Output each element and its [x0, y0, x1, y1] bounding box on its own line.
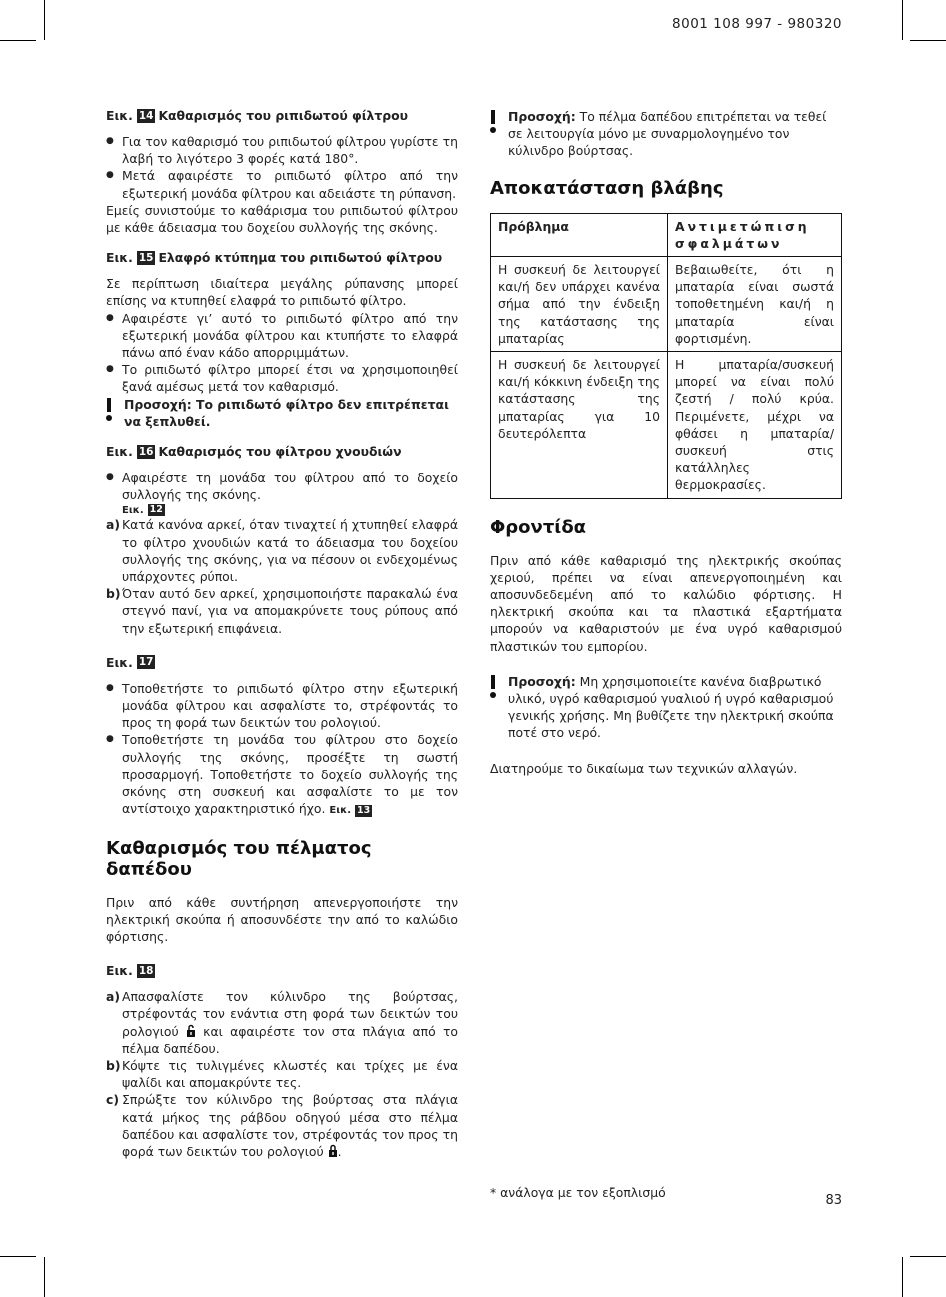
- figure-number-badge: 17: [138, 656, 154, 669]
- warning-note: Προσοχή: Το ριπιδωτό φίλτρο δεν επιτρέπεται να ξεπλυθεί.: [106, 396, 458, 430]
- figure-number-badge: 13: [357, 805, 371, 817]
- figure-number-badge: 12: [149, 504, 163, 516]
- bullet-item: ● Αφαιρέστε τη μονάδα του φίλτρου από το δοχείο συλλογής της σκόνης.: [106, 469, 458, 503]
- paragraph: Πριν από κάθε συντήρηση απενεργοποιήστε την ηλεκτρική σκούπα ή αποσυνδέστε την από το καλώδιο φόρτισης.: [106, 894, 458, 944]
- table-row: [491, 352, 842, 499]
- section-heading: Αποκατάσταση βλάβης: [490, 177, 724, 199]
- section-heading: Καθαρισμός του πέλματος δαπέδου: [106, 837, 372, 880]
- table-cell-remedy: Βεβαιωθείτε, ότι η μπαταρία είναι σωστά τοποθετημένη και/ή η μπαταρία είναι φορτισμένη.: [668, 257, 842, 352]
- list-item: c) Σπρώξτε τον κύλινδρο της βούρτσας στα πλάγια κατά μήκος της ράβδου οδηγού μέσα στο πέλμα δαπέδου και ασφαλίστε τον, στρέφοντάς τον προς τη φορά των δεικτών του ρολογιού .: [106, 1092, 458, 1159]
- crop-mark: [44, 1257, 45, 1297]
- list-item: b) Όταν αυτό δεν αρκεί, χρησιμοποιήστε παρακαλώ ένα στεγνό πανί, για να απομακρύνετε τους ρύπους από την εξωτερική επιφάνεια.: [106, 586, 458, 636]
- table-cell-remedy: Η μπαταρία/συσκευή μπορεί να είναι πολύ ζεστή / πολύ κρύα. Περιμένετε, μέχρι να φθάσει η μπαταρία/συσκευή στις κατάλληλες θερμοκρασίες.: [668, 352, 842, 499]
- figure-number-badge: 16: [138, 445, 154, 458]
- warning-icon: [106, 398, 114, 421]
- lock-open-icon: [186, 1024, 196, 1038]
- section-heading: Φροντίδα: [490, 516, 587, 538]
- bullet-item: ● Για τον καθαρισμό του ριπιδωτού φίλτρου γυρίστε τη λαβή το λιγότερο 3 φορές κατά 180°.: [106, 133, 458, 167]
- crop-mark: [902, 0, 903, 40]
- crop-mark: [0, 1256, 36, 1257]
- rights-note: Διατηρούμε το δικαίωμα των τεχνικών αλλαγών.: [490, 760, 798, 776]
- troubleshooting-table: [490, 213, 842, 499]
- footnote: * ανάλογα με τον εξοπλισμό: [490, 1185, 666, 1200]
- lock-closed-icon: [328, 1144, 338, 1158]
- crop-mark: [902, 1257, 903, 1297]
- column-header-remedy: Αντιμετώπιση σφαλμάτων: [668, 213, 842, 256]
- figure-number-badge: 15: [138, 251, 154, 264]
- list-item: b) Κόψτε τις τυλιγμένες κλωστές και τρίχες με ένα ψαλίδι και απομακρύντε τες.: [106, 1057, 458, 1091]
- warning-icon: [490, 675, 498, 698]
- document-number: 8001 108 997 - 980320: [672, 16, 842, 32]
- figure-heading-14: Εικ. 14 Καθαρισμός του ριπιδωτού φίλτρου: [106, 108, 409, 123]
- figure-heading-17: Εικ. 17: [106, 654, 154, 670]
- column-header-problem: Πρόβλημα: [491, 213, 668, 256]
- paragraph: Εμείς συνιστούμε το καθάρισμα του ριπιδωτού φίλτρου με κάθε άδειασμα του δοχείου συλλογής της σκόνης.: [106, 202, 458, 236]
- left-column: [106, 108, 458, 1160]
- figure-heading-18: Εικ. 18: [106, 963, 154, 979]
- crop-mark: [0, 40, 36, 41]
- table-cell-problem: Η συσκευή δε λειτουργεί και/ή κόκκινη ένδειξη της κατάστασης της μπαταρίας για 10 δευτερόλεπτα: [491, 352, 668, 499]
- bullet-item: ● Αφαιρέστε γι’ αυτό το ριπιδωτό φίλτρο από την εξωτερική μονάδα φίλτρου και κτυπήστε το ελαφρά πάνω από έναν κάδο απορριμμάτων.: [106, 310, 458, 362]
- crop-mark: [44, 0, 45, 40]
- list-item: a) Κατά κανόνα αρκεί, όταν τιναχτεί ή χτυπηθεί ελαφρά το φίλτρο χνουδιών κατά το άδειασμα του δοχείου συλλογής της σκόνης, για να πέσουν οι ενδεχομένως υπάρχοντες ρύποι.: [106, 517, 458, 585]
- warning-note: Προσοχή: Το πέλμα δαπέδου επιτρέπεται να τεθεί σε λειτουργία μόνο με συναρμολογημένο τον κύλινδρο βούρτσας.: [490, 108, 842, 160]
- table-cell-problem: Η συσκευή δε λειτουργεί και/ή δεν υπάρχει κανένα σήμα από την ένδειξη της κατάστασης της μπαταρίας: [491, 257, 668, 352]
- bullet-item: ● Μετά αφαιρέστε το ριπιδωτό φίλτρο από την εξωτερική μονάδα φίλτρου και αδειάστε τη ρύπανση.: [106, 167, 458, 201]
- page-number: 83: [825, 1193, 842, 1208]
- right-column: [490, 108, 842, 777]
- table-row: [491, 257, 842, 352]
- bullet-item: ● Το ριπιδωτό φίλτρο μπορεί έτσι να χρησιμοποιηθεί ξανά αμέσως μετά τον καθαρισμό.: [106, 361, 458, 395]
- warning-note: Προσοχή: Μη χρησιμοποιείτε κανένα διαβρωτικό υλικό, υγρό καθαρισμού γυαλιού ή υγρό καθαρισμού γενικής χρήσης. Μη βυθίζετε την ηλεκτρική σκούπα ποτέ στο νερό.: [490, 673, 842, 742]
- figure-number-badge: 18: [138, 964, 154, 977]
- bullet-item: ● Τοποθετήστε το ριπιδωτό φίλτρο στην εξωτερική μονάδα φίλτρου και ασφαλίστε το, στρέφοντάς το προς τη φορά των δεικτών του ρολογιού.: [106, 680, 458, 732]
- bullet-item: ● Τοποθετήστε τη μονάδα του φίλτρου στο δοχείο συλλογής της σκόνης, προσέξτε τη σωστή προσαρμογή. Τοποθετήστε το δοχείο συλλογής της σκόνης στη συσκευή και ασφαλίστε το με τον αντίστοιχο χαρακτηριστικό ήχο. Εικ. 13: [106, 731, 458, 819]
- crop-mark: [910, 1256, 946, 1257]
- figure-reference-12: Εικ. 12: [122, 504, 163, 516]
- list-item: a) Απασφαλίστε τον κύλινδρο της βούρτσας, στρέφοντάς τον ενάντια στη φορά των δεικτών του ρολογιού και αφαιρέστε τον στα πλάγια από το πέλμα δαπέδου.: [106, 989, 458, 1056]
- paragraph: Σε περίπτωση ιδιαίτερα μεγάλης ρύπανσης μπορεί επίσης να κτυπηθεί ελαφρά το ριπιδωτό φίλτρο.: [106, 276, 458, 309]
- figure-number-badge: 14: [138, 109, 154, 122]
- crop-mark: [910, 40, 946, 41]
- figure-heading-15: Εικ. 15 Ελαφρό κτύπημα του ριπιδωτού φίλτρου: [106, 250, 443, 266]
- paragraph: Πριν από κάθε καθαρισμό της ηλεκτρικής σκούπας χεριού, πρέπει να είναι απενεργοποιημένη και αποσυνδεδεμένη από το καλώδιο φόρτισης. Η ηλεκτρική σκούπα και τα πλαστικά εξαρτήματα μπορούν να καθαριστούν με ένα υγρό καθαρισμού πλαστικών του εμπορίου.: [490, 552, 842, 654]
- figure-heading-16: Εικ. 16 Καθαρισμός του φίλτρου χνουδιών: [106, 444, 402, 460]
- warning-icon: [490, 110, 498, 133]
